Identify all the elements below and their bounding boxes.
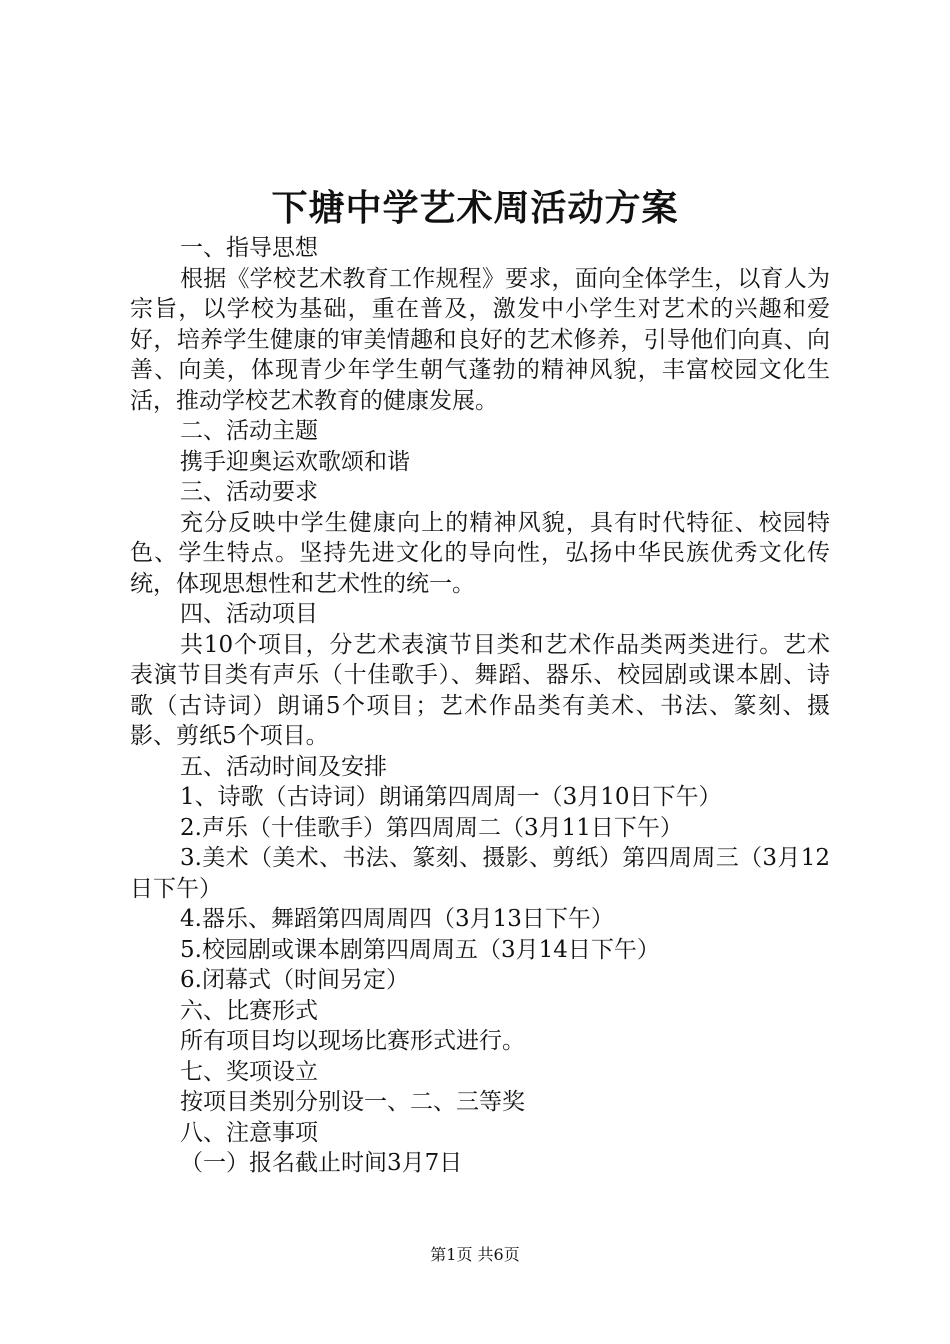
- paragraph-activity-items: 共10个项目，分艺术表演节目类和艺术作品类两类进行。艺术表演节目类有声乐（十佳歌手）、舞蹈、器乐、校园剧或课本剧、诗歌（古诗词）朗诵5个项目；艺术作品类有美术、书法、篆刻、摄影、剪纸5个项目。: [130, 631, 830, 749]
- document-title: 下塘中学艺术周活动方案: [271, 187, 679, 229]
- section-heading-activity-items: 四、活动项目: [180, 601, 318, 627]
- schedule-item: 2.声乐（十佳歌手）第四周周二（3月11日下午）: [180, 814, 683, 841]
- page-footer: 第1页 共6页: [430, 1245, 520, 1264]
- paragraph-guiding-ideology: 根据《学校艺术教育工作规程》要求，面向全体学生，以育人为宗旨，以学校为基础，重在普及，激发中小学生对艺术的兴趣和爱好，培养学生健康的审美情趣和良好的艺术修养，引导他们向真、向善、向美，体现青少年学生朝气蓬勃的精神风貌，丰富校园文化生活，推动学校艺术教育的健康发展。: [130, 265, 830, 414]
- paragraph-awards: 按项目类别分别设一、二、三等奖: [180, 1089, 525, 1115]
- section-heading-awards: 七、奖项设立: [180, 1058, 318, 1085]
- paragraph-activity-requirements: 充分反映中学生健康向上的精神风貌，具有时代特征、校园特色、学生特点。坚持先进文化的导向性，弘扬中华民族优秀文化传统，体现思想性和艺术性的统一。: [130, 509, 830, 597]
- paragraph-competition-format: 所有项目均以现场比赛形式进行。: [180, 1028, 525, 1054]
- section-heading-guiding-ideology: 一、指导思想: [180, 235, 318, 261]
- schedule-item: 4.器乐、舞蹈第四周周四（3月13日下午）: [180, 906, 614, 932]
- section-heading-competition-format: 六、比赛形式: [180, 997, 318, 1024]
- section-heading-schedule: 五、活动时间及安排: [180, 753, 387, 780]
- section-heading-activity-theme: 二、活动主题: [180, 418, 318, 444]
- paragraph-activity-theme: 携手迎奥运欢歌颂和谐: [180, 448, 410, 475]
- paragraph-notes: （一）报名截止时间3月7日: [180, 1150, 463, 1176]
- document-body: [130, 233, 830, 1179]
- schedule-item: 5.校园剧或课本剧第四周周五（3月14日下午）: [180, 936, 660, 963]
- schedule-item: 3.美术（美术、书法、篆刻、摄影、剪纸）第四周周三（3月12日下午）: [130, 845, 830, 902]
- schedule-item: 1、诗歌（古诗词）朗诵第四周周一（3月10日下午）: [180, 784, 722, 810]
- section-heading-notes: 八、注意事项: [180, 1119, 318, 1146]
- schedule-item: 6.闭幕式（时间另定）: [180, 967, 409, 993]
- section-heading-activity-requirements: 三、活动要求: [180, 479, 318, 505]
